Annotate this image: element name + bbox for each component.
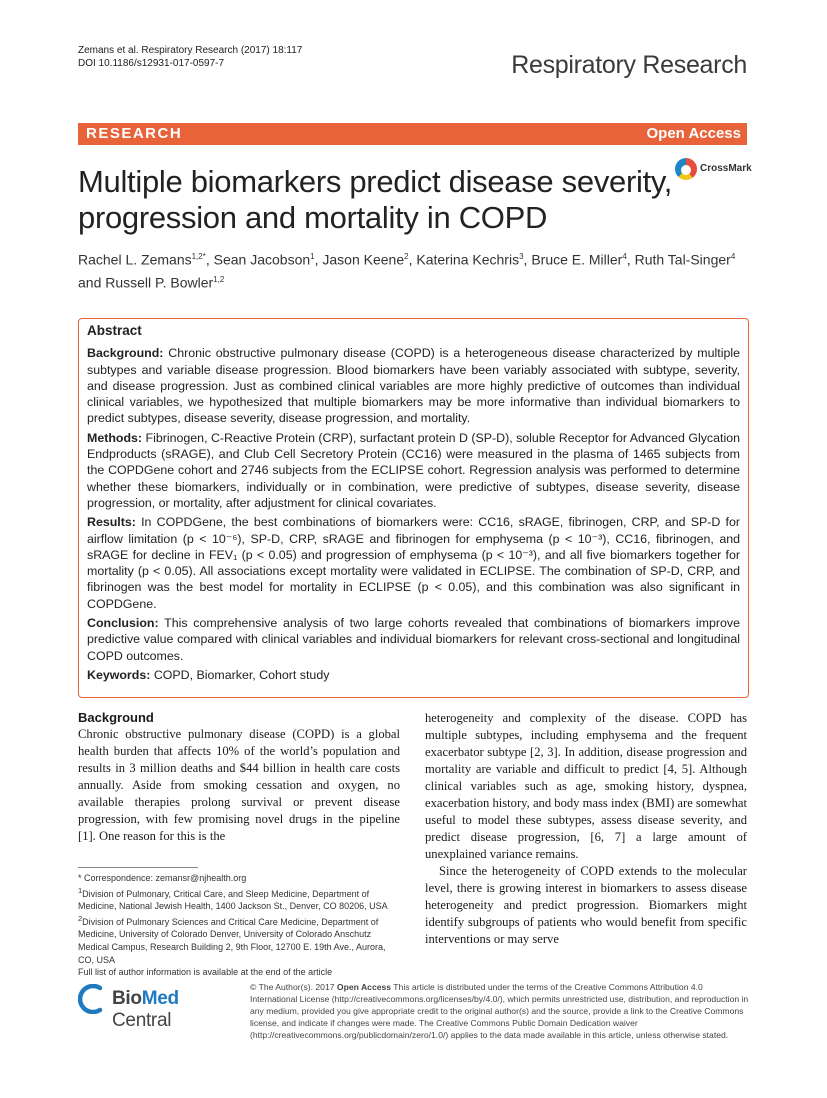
affiliation-note	[78, 913, 400, 966]
crossmark-badge[interactable]	[675, 157, 751, 183]
author-name: Rachel L. Zemans	[78, 251, 192, 268]
logo-text-bio: Bio	[112, 988, 142, 1009]
abstract-section-text: COPD, Biomarker, Cohort study	[153, 667, 330, 682]
license-lead: © The Author(s). 2017	[250, 982, 337, 992]
article-type-banner	[78, 123, 747, 145]
abstract-heading: Abstract	[87, 323, 142, 338]
author-affiliation-sup: 1,2*	[191, 252, 206, 261]
article-title: Multiple biomarkers predict disease severity, progression and mortality in COPD	[78, 164, 673, 235]
author-affiliation-sup: 1,2	[213, 274, 225, 284]
crossmark-label: CrossMark	[700, 163, 752, 174]
affiliation-note	[78, 885, 400, 913]
abstract-box	[78, 318, 749, 698]
body-paragraph: heterogeneity and complexity of the disease. COPD has multiple subtypes, including emphysema and the frequent exacerbator subtype [2, 3]. In addition, disease progression and mortality are variable and difficult to predict [4, 5]. Although clinical variables such as age, smoking history, dyspnea, exacerbation history, and body mass index (BMI) are somewhat useful to model these subtypes, assess disease severity, and predict disease progression, [6, 7] a large amount of unexplained variance remains.	[425, 711, 747, 861]
abstract-section-label: Results:	[87, 515, 136, 530]
author-affiliation-sup: 2	[404, 252, 409, 261]
abstract-results	[87, 514, 740, 612]
abstract-section-label: Background:	[87, 346, 164, 361]
author-name: Ruth Tal-Singer	[634, 251, 731, 268]
abstract-section-label: Conclusion:	[87, 616, 159, 631]
footnote-divider	[78, 867, 198, 868]
doi-line: DOI 10.1186/s12931-017-0597-7	[78, 58, 225, 69]
abstract-section-text: Chronic obstructive pulmonary disease (COPD) is a heterogeneous disease characterized by multiple subtypes and variable disease progression. Blood biomarkers have been variably associated with subtype, severity, and disease progression. Just as combined clinical variables are more highly predictive of outcomes than individual clinical variables, we hypothesized that multiple biomarkers may be more informative than individual biomarkers to predict subtypes, disease severity, disease progression, and mortality.	[87, 346, 740, 426]
author-affiliation-sup: 1	[310, 252, 315, 261]
abstract-section-text: This comprehensive analysis of two large cohorts revealed that combinations of biomarkers improve predictive value compared with clinical variables and individual biomarkers for relevant cross-sectional and longitudinal COPD outcomes.	[87, 616, 740, 663]
correspondence-note: * Correspondence: zemansr@njhealth.org	[78, 873, 247, 883]
author-list: Rachel L. Zemans$^{1,2*}$, Sean Jacobson$^1$, Jason Keene$^2$, Katerina Kechris$^3$, Bruce E. Miller$^4$, Ruth Tal-Singer$^4$ and Russell P. Bowler$^{1,2}$	[78, 251, 736, 291]
author-name: Jason Keene	[322, 251, 405, 268]
crossmark-icon	[675, 158, 697, 180]
abstract-methods	[87, 430, 740, 511]
article-type-label: RESEARCH	[86, 125, 183, 142]
abstract-section-text: In COPDGene, the best combinations of biomarkers were: CC16, sRAGE, fibrinogen, CRP, and SP-D for airflow limitation (p < 10⁻⁶), SP-D, CRP, sRAGE and fibrinogen for emphysema (p < 10⁻³), CC16, fibrinogen, and sRAGE for decline in FEV₁ (p < 0.05) and progression of emphysema (p < 10⁻³), and all five biomarkers together for mortality (p < 0.05). All associations except mortality were validated in ECLIPSE. The combination of SP-D, CRP, and fibrinogen was the best model for mortality in ECLIPSE (p < 0.05), and this combination was also significant in COPDGene.	[87, 515, 740, 611]
journal-name: Respiratory Research	[511, 51, 747, 79]
biomed-central-wordmark	[112, 988, 238, 1032]
biomed-central-arc-icon	[78, 984, 108, 1014]
license-text: This article is distributed under the terms of the Creative Commons Attribution 4.0 International License (http://creativecommons.org/licenses/by/4.0/), which permits unrestricted use, distribution, and reproduction in any medium, provided you give appropriate credit to the original author(s) and the source, provide a link to the Creative Commons license, and indicate if changes were made. The Creative Commons Public Domain Dedication waiver (http://creativecommons.org/publicdomain/zero/1.0/) applies to the data made available in this article, unless otherwise stated.	[250, 982, 749, 1040]
author-affiliation-sup: 3	[519, 252, 524, 261]
affiliation-text: Division of Pulmonary, Critical Care, and Sleep Medicine, Department of Medicine, National Jewish Health, 1400 Jackson St., Denver, CO 80206, USA	[78, 888, 388, 912]
body-column-right	[425, 710, 747, 948]
open-access-label: Open Access	[646, 125, 741, 142]
body-paragraph: Chronic obstructive pulmonary disease (COPD) is a global health burden that affects 10% of the world’s population and results in 3 million deaths and $44 billion in health care costs annually. Aside from smoking cessation and oxygen, no available therapies prolong survival or prevent disease progression, with few promising novel drugs in the pipeline [1]. One reason for this is the	[78, 727, 400, 843]
author-name: Bruce E. Miller	[531, 251, 623, 268]
logo-text-med: Med	[141, 988, 179, 1009]
body-paragraph: Since the heterogeneity of COPD extends to the molecular level, there is growing interest in biomarkers to assess disease heterogeneity and predict progression. Biomarkers might identify subgroups of patients who would benefit from specific interventions or may serve	[425, 864, 747, 946]
abstract-conclusion	[87, 615, 740, 664]
abstract-section-label: Methods:	[87, 430, 143, 445]
abstract-section-label: Keywords:	[87, 667, 151, 682]
author-info-note: Full list of author information is available at the end of the article	[78, 967, 333, 978]
license-statement	[250, 981, 750, 1041]
author-name: Russell P. Bowler	[105, 274, 214, 291]
affiliation-sup: 1	[78, 885, 83, 895]
license-open-access: Open Access	[336, 982, 392, 992]
affiliation-text: Division of Pulmonary Sciences and Critical Care Medicine, Department of Medicine, University of Colorado Denver, University of Colorado Anschutz Medical Campus, Research Building 2, 9th Floor, 12700 E. 19th Ave., Aurora, CO, USA	[78, 916, 386, 965]
logo-text-central: Central	[112, 1010, 172, 1031]
footnotes	[78, 872, 400, 979]
author-affiliation-sup: 4	[622, 252, 627, 261]
author-affiliation-sup: 4	[730, 252, 736, 261]
biomed-central-logo	[78, 982, 238, 1031]
citation-block	[78, 44, 302, 70]
section-heading: Background	[78, 710, 154, 725]
abstract-background	[87, 345, 740, 426]
body-column-left	[78, 710, 400, 845]
author-name: Katerina Kechris	[416, 251, 520, 268]
affiliation-sup: 2	[78, 913, 83, 923]
abstract-keywords	[87, 667, 740, 683]
author-name: Sean Jacobson	[213, 251, 311, 268]
citation-line: Zemans et al. Respiratory Research (2017) 18:117	[78, 45, 303, 56]
abstract-section-text: Fibrinogen, C-Reactive Protein (CRP), surfactant protein D (SP-D), soluble Receptor for Advanced Glycation Endproducts (sRAGE), and Club Cell Secretory Protein (CC16) were measured in the plasma of 1465 subjects from the COPDGene cohort and 2746 subjects from the ECLIPSE cohort. Regression analysis was performed to determine whether these biomarkers, individually or in combination, were predictive of subtypes, disease severity, disease progression, or mortality, after adjustment for clinical covariates.	[87, 430, 740, 510]
